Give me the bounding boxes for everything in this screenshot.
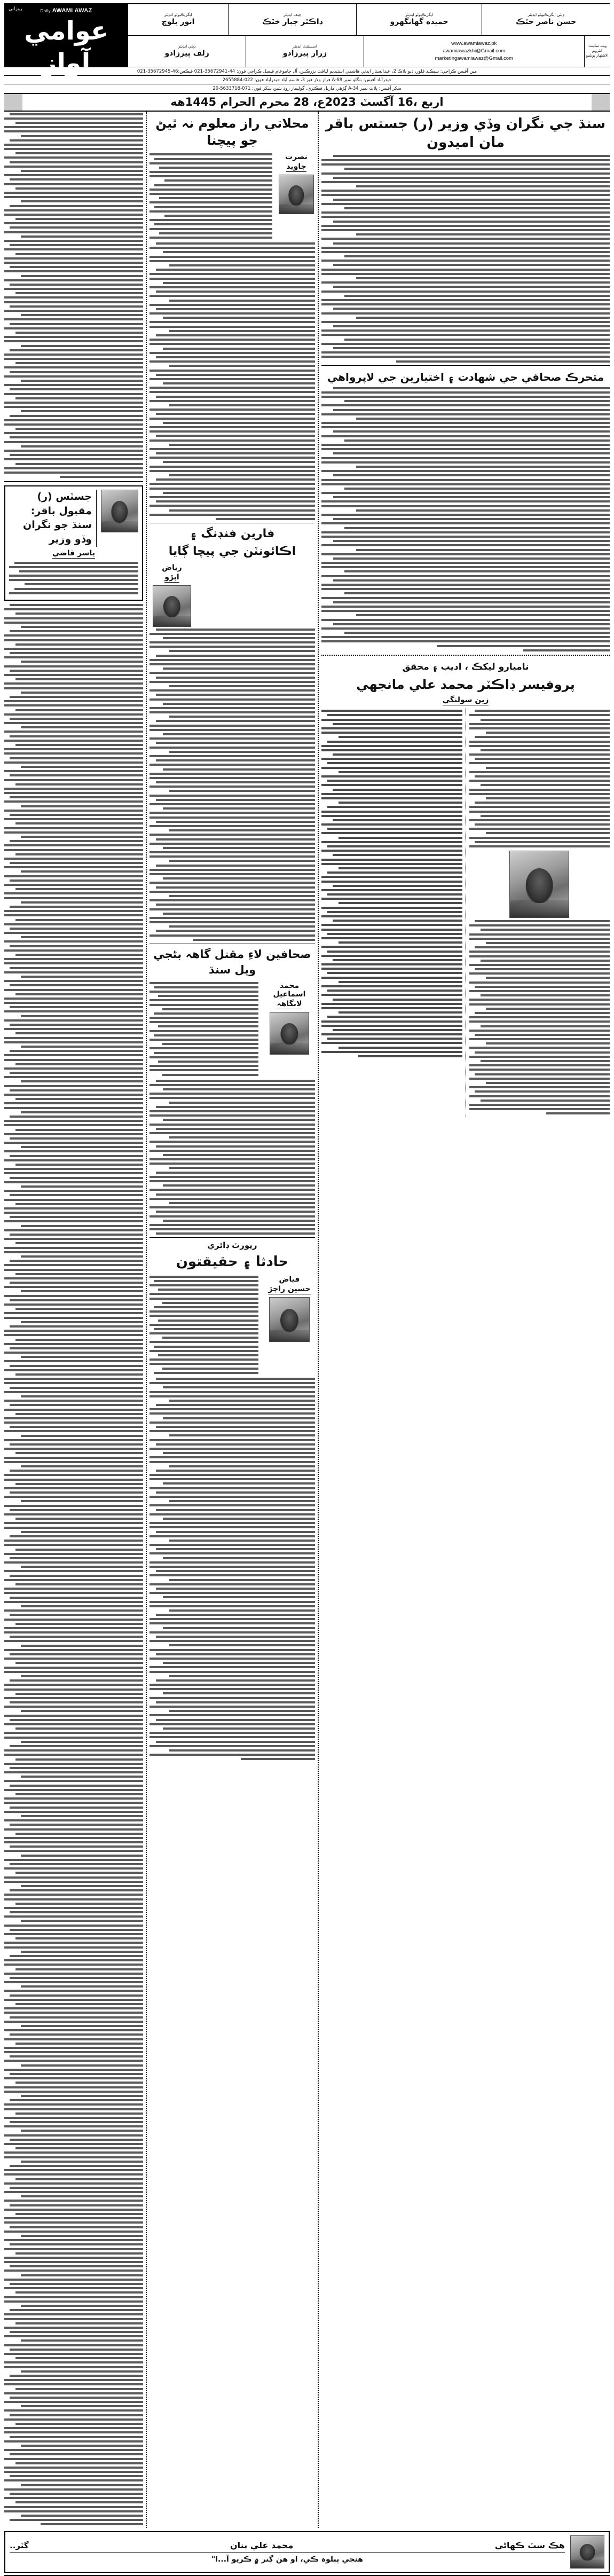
mid-third-body-text: [149, 1080, 315, 1235]
profile-head-row: [321, 659, 610, 708]
profile-byline-text: زين سولنگي: [442, 696, 489, 705]
editorial-email[interactable]: awamiawazkhi@Gmail.com: [443, 48, 506, 54]
mid-second-head-row: [149, 562, 315, 627]
masthead-contacts[interactable]: [364, 36, 584, 67]
mid-lead-byline-2: [278, 162, 315, 172]
mid-third-intro-text: [149, 980, 258, 1078]
quote-text: هنجي ٻٻلوہ ڪي، او هن ڳٽر ۾ ڪريو آ...ا": [211, 2555, 364, 2564]
date-bar-left-pad: [592, 94, 610, 111]
logo-daily-label: Daily: [40, 9, 51, 13]
profile-head-text: [321, 659, 610, 708]
boxed-feature-title-line2: سنڌ جو نگران وڏو وزير: [23, 519, 92, 545]
quote-author-photo: [570, 2535, 604, 2569]
mid-second-portrait-photo: [153, 585, 191, 627]
mid-third-portrait-photo: [270, 1012, 309, 1055]
staff-role: ايگزيڪيوٽو ائڊيٽر: [164, 12, 192, 17]
second-body-text: [321, 387, 610, 651]
logo-corner-mark: روزاني: [9, 6, 22, 12]
profile-body-right-cont: [469, 920, 610, 1114]
staff-name: زرار پيرزادو: [282, 49, 327, 58]
mid-fourth-headline: حادثا ۽ حقيقتون: [176, 1254, 289, 1270]
mid-lead-intro-text: [149, 152, 272, 241]
column-middle: [149, 112, 315, 2528]
mid-lead-headline: محلاتي راز معلوم نہ ٿيڻ جو پيچنا: [155, 115, 309, 148]
article-mid-second: [149, 526, 315, 941]
boxed-feature-head: [9, 490, 138, 546]
masthead-web-label: ويب سائيٽ: انٽرويو الاشتهار ٻوشيو: [584, 36, 610, 67]
quote-label: ڳٽر..: [10, 2540, 29, 2550]
staff-cell-exec-editor-1: [128, 4, 228, 35]
column-right: [321, 112, 610, 2528]
staff-role: ڊپٽي ايگزيڪيوٽو ايڊيٽر: [528, 12, 564, 17]
date-bar: [4, 93, 610, 112]
divider-left-1: [4, 481, 143, 482]
column-divider-right-mid: [318, 112, 319, 2528]
quote-header-row: [10, 2540, 565, 2550]
masthead-staff-row-top: [128, 4, 610, 36]
article-profile-right: [321, 659, 610, 1117]
mid-lead-byline-2-text: جاويد: [286, 162, 306, 171]
logo-arabic-title: عوامي آواز: [24, 16, 108, 78]
mid-second-headline-line2: اڪائونٽن جي پيچا ڳايا: [168, 544, 296, 558]
staff-cell-deputy-editor: [128, 36, 246, 67]
quote-section-title: هڪ سٽ ڪهاڻي: [494, 2540, 565, 2550]
staff-role: ايگزيڪيوٽو ايڊيٽر: [405, 12, 434, 17]
page-columns: [4, 112, 610, 2528]
article-lead-right: [321, 115, 610, 363]
boxed-feature-title-line1: جسٽس (ر) مقبول باقر:: [30, 491, 92, 517]
mid-lead-portrait-photo: [279, 175, 314, 214]
mid-lead-head-row: [149, 152, 315, 241]
quote-author-name: محمد علي پنان: [230, 2540, 294, 2550]
mid-second-body-text: [149, 629, 315, 941]
article-mid-fourth: [149, 1240, 315, 1760]
staff-role: اسسٽنٽ ايڊيٽر: [292, 43, 317, 49]
boxed-feature-byline-text: ياسر قاضي: [52, 548, 95, 557]
mid-fourth-portrait-photo: [269, 1297, 310, 1342]
profile-subcol-right: [469, 708, 610, 1117]
masthead-staff-row-bottom: [128, 36, 610, 67]
mid-second-byline-1: رياض: [162, 563, 182, 572]
mid-second-byline-2-text: ابڙو: [164, 572, 179, 582]
mid-fourth-intro-text: [149, 1274, 258, 1376]
mid-fourth-kicker: رپورٽ ڊائري: [207, 1240, 257, 1251]
column-divider-mid-left: [146, 112, 147, 2528]
profile-byline: [321, 696, 610, 705]
staff-name: حسن ناصر خٽڪ: [516, 18, 577, 27]
staff-cell-chief-editor: [228, 4, 356, 35]
staff-cell-exec-editor-2: [356, 4, 482, 35]
left-top-continuation-text: [4, 113, 143, 478]
profile-subcol-left: [321, 708, 466, 1117]
mid-third-byline-block: [264, 980, 315, 1055]
mid-fourth-byline-2-text: حسين راڄڙ: [268, 1284, 311, 1293]
date-bar-right-pad: [4, 94, 22, 111]
publication-date: اربع ،16 آگسٽ 2023ع، 28 محرم الحرام 1445هه: [170, 96, 444, 109]
profile-body-right: [469, 710, 610, 847]
staff-cell-assistant-editor: [246, 36, 363, 67]
mid-third-byline-1: محمد اسماعيل: [273, 981, 306, 999]
staff-role: چيف ايڊيٽر: [283, 12, 302, 17]
article-mid-lead: [149, 115, 315, 520]
lead-body-text: [321, 155, 610, 363]
one-line-story-strip: [4, 2531, 610, 2573]
logo-latin-name: [7, 7, 125, 14]
divider-after-second: [321, 655, 610, 656]
lead-headline: سنڌ جي نگران وڏي وزير (ر) جستس باقر مان اميدون: [325, 115, 606, 151]
website-url[interactable]: www.awamiawaz.pk: [451, 41, 497, 47]
mid-third-byline-2-text: لانگاهہ: [277, 999, 302, 1008]
profile-headline-line1: ناميارو ليکڪ ، اديب ۽ محقق: [402, 661, 529, 672]
mid-third-byline-2: [264, 1000, 315, 1009]
mid-second-byline-block: [149, 562, 194, 627]
mid-third-headline: صحافين لاءِ مقتل گاهہ بڻجي ويل سنڌ: [153, 947, 311, 977]
profile-body-left: [321, 710, 462, 1057]
mid-fourth-byline-1: فياض: [279, 1275, 300, 1284]
quote-body: [10, 2540, 565, 2564]
staff-name: انور بلوچ: [161, 18, 195, 27]
article-mid-third: [149, 947, 315, 1235]
mid-lead-byline-block: [278, 152, 315, 214]
mid-fourth-byline-2: [264, 1285, 315, 1294]
article-second-right: [321, 370, 610, 651]
mid-second-headline-line1: فارين فنڊنگ ۽: [190, 527, 275, 540]
profile-portrait-photo: [509, 851, 569, 918]
boxed-feature-title: [9, 490, 97, 546]
mid-lead-body-text: [149, 242, 315, 520]
bottom-rule: [4, 2575, 610, 2576]
boxed-feature-byline: [9, 549, 138, 559]
logo-latin-title: AWAMI AWAZ: [52, 7, 92, 14]
mid-lead-byline-1: نصرت: [285, 153, 308, 162]
staff-role: ڊپٽي ايڊيٽر: [178, 43, 196, 49]
staff-name: حميده گهانگهرو: [390, 18, 448, 27]
profile-headline-line2: پروفيسر ڊاڪٽر محمد علي مانجهي: [356, 677, 575, 692]
mid-fourth-byline-block: [264, 1274, 315, 1342]
second-headline: متحرڪ صحافي جي شهادت ۽ اختيارين جي لاپرواهي: [327, 370, 604, 383]
boxed-feature-portrait-photo: [101, 490, 138, 532]
mid-second-byline-2: [149, 573, 194, 583]
left-boxed-feature: [4, 485, 143, 601]
divider-after-lead: [321, 365, 610, 366]
address-sukkur: سکر آفيس: پلاٽ نمبر A-34 ڳڙهي ماربل فيڪٽري، گوليمار روڊ شين سکر فون: 071-5633718-20: [212, 85, 402, 91]
address-hyderabad: حيدرآباد آفيس: بنگلو نمبر A-68 فراز ولاز فيز 3، قاسم آباد حيدرآباد فون: 022-2655884: [4, 76, 610, 84]
newspaper-logo[interactable]: [4, 4, 128, 78]
staff-name: ڊاڪٽر جبار خٽڪ: [262, 18, 322, 27]
divider-mid-3: [149, 1237, 315, 1238]
column-left: [4, 112, 143, 2528]
mid-fourth-body-text: [149, 1378, 315, 1760]
staff-cell-deputy-exec-editor: [482, 4, 610, 35]
mid-third-head-row: [149, 980, 315, 1078]
staff-name: زلف پيرزادو: [164, 49, 209, 58]
address-karachi: مين آفيس ڪراچي: سيڪنڊ فلور، ديو بلاڪ 2، عبدالستار ايڊني هاشمي اسٽيڊيم ليافت بزرڪس، آل ڄاموعام فيصل ڪراچي فون: 44-35672941-021 فيڪس:46-35672945-021: [4, 67, 610, 76]
marketing-email[interactable]: marketingawamiawaz@Gmail.com: [435, 55, 513, 61]
profile-subcolumns: [321, 708, 610, 1117]
boxed-feature-intro-text: [9, 562, 138, 594]
left-feature-body-text: [4, 604, 143, 2525]
masthead-staff-area: [128, 4, 610, 67]
mid-fourth-head-row: [149, 1274, 315, 1376]
